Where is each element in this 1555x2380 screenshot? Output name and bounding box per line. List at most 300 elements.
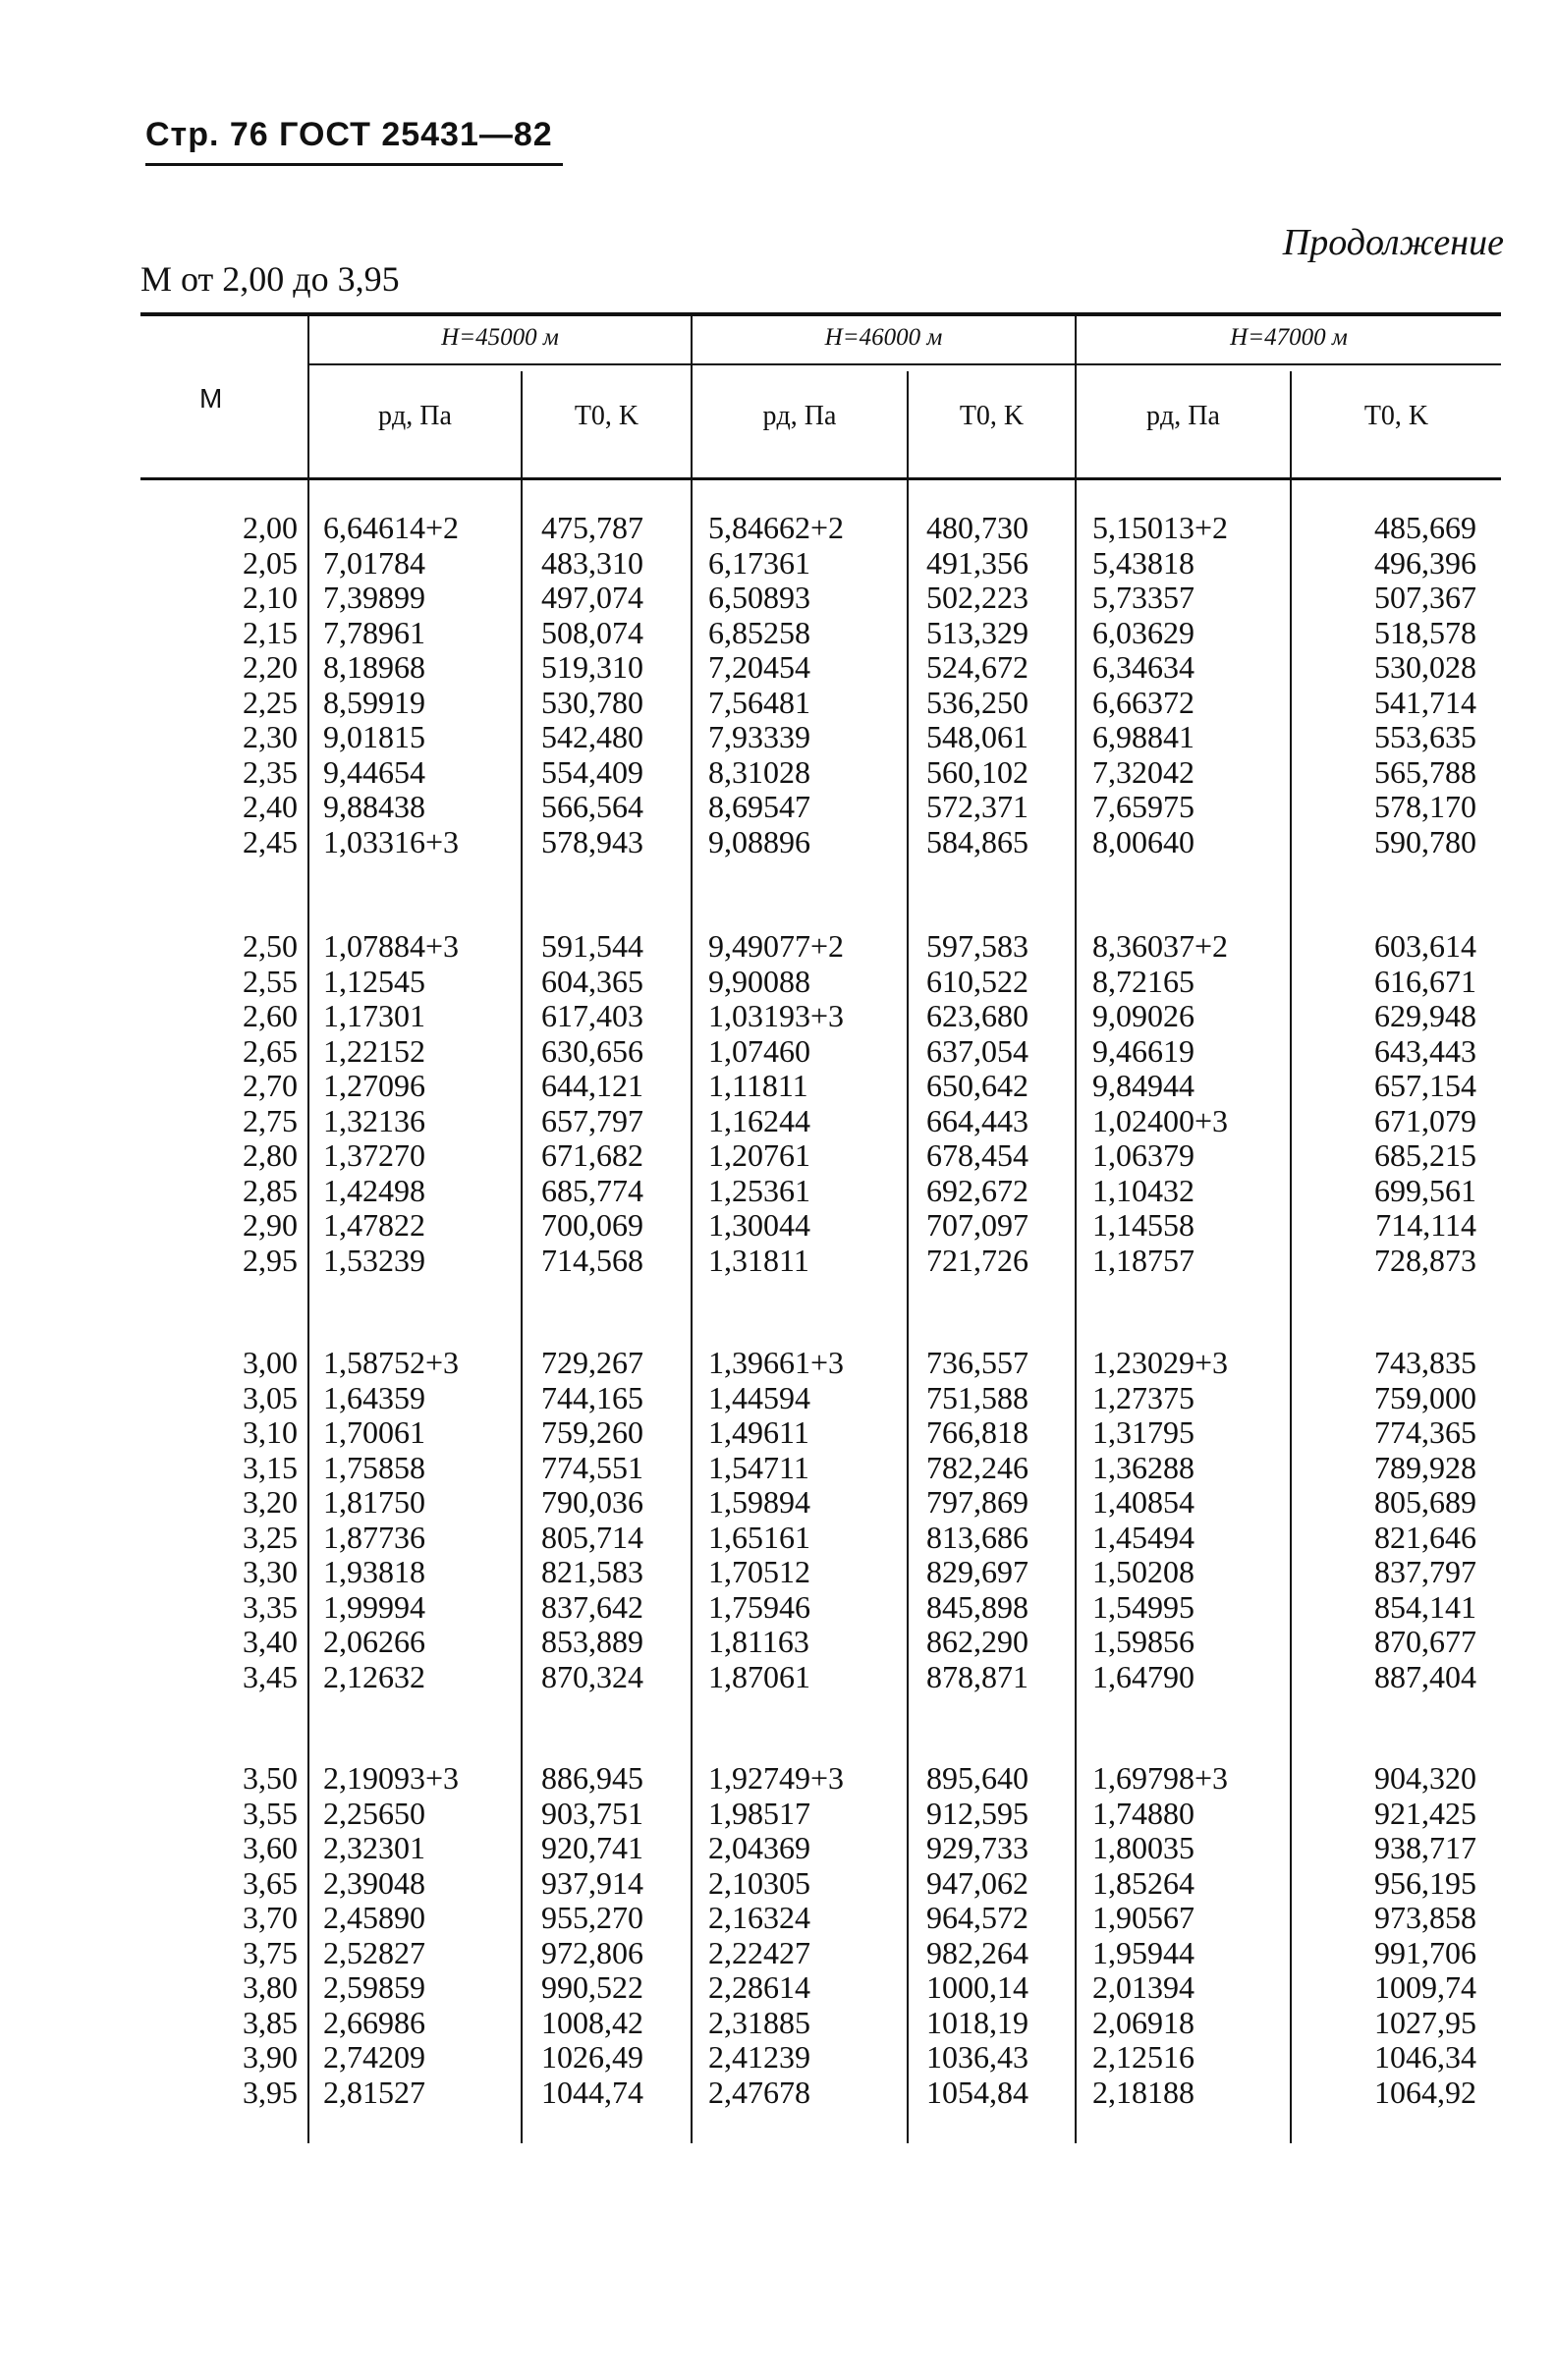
temperature-value: 920,741 — [541, 1830, 643, 1865]
pressure-value: 2,45890 — [323, 1900, 425, 1935]
pressure-value: 7,56481 — [708, 684, 810, 720]
temperature-value: 759,000 — [1374, 1379, 1476, 1415]
temperature-value: 714,114 — [1375, 1207, 1476, 1243]
temperature-value: 572,371 — [926, 789, 1028, 824]
temperature-value: 584,865 — [926, 823, 1028, 859]
table-row — [140, 1761, 1501, 1797]
pressure-value: 2,25650 — [323, 1795, 425, 1831]
pressure-value: 1,27096 — [323, 1068, 425, 1103]
temperature-value: 491,356 — [926, 544, 1028, 581]
pressure-value: 1,30044 — [708, 1207, 810, 1243]
pressure-value: 2,12632 — [323, 1658, 425, 1694]
pressure-value: 2,39048 — [323, 1864, 425, 1901]
mach-value: 2,90 — [243, 1207, 298, 1243]
temperature-value: 870,677 — [1374, 1624, 1476, 1659]
table-row — [140, 1970, 1501, 2006]
pressure-value: 2,18188 — [1092, 2074, 1194, 2110]
temperature-value: 610,522 — [926, 963, 1028, 999]
table-row — [140, 1104, 1501, 1139]
temperature-value: 541,714 — [1374, 684, 1476, 720]
table-row — [140, 755, 1501, 791]
temperature-value: 870,324 — [541, 1658, 643, 1694]
table-row — [140, 2040, 1501, 2076]
pressure-value: 1,92749+3 — [708, 1760, 845, 1796]
temperature-value: 955,270 — [541, 1900, 643, 1935]
pressure-value: 1,12545 — [323, 963, 425, 999]
pressure-value: 1,95944 — [1092, 1934, 1194, 1970]
temperature-value: 886,945 — [541, 1760, 643, 1796]
temperature-value: 774,365 — [1374, 1414, 1476, 1450]
pressure-value: 2,06266 — [323, 1624, 425, 1659]
temperature-value: 821,646 — [1374, 1519, 1476, 1555]
temperature-value: 707,097 — [926, 1207, 1028, 1243]
pressure-value: 2,81527 — [323, 2074, 425, 2110]
temperature-value: 744,165 — [541, 1379, 643, 1415]
mach-value: 3,60 — [243, 1830, 298, 1865]
temperature-value: 644,121 — [541, 1068, 643, 1103]
table-row — [140, 1174, 1501, 1209]
pressure-value: 5,15013+2 — [1092, 510, 1229, 545]
table-row — [140, 929, 1501, 965]
temperature-value: 671,682 — [541, 1137, 643, 1173]
mach-value: 3,70 — [243, 1900, 298, 1935]
temperature-value: 878,871 — [926, 1658, 1028, 1694]
table-row — [140, 1936, 1501, 1971]
temperature-value: 729,267 — [541, 1345, 643, 1380]
temperature-value: 604,365 — [541, 963, 643, 999]
table-row — [140, 1625, 1501, 1660]
mach-value: 2,95 — [243, 1242, 298, 1278]
pressure-value: 1,59894 — [708, 1484, 810, 1520]
mach-value: 3,90 — [243, 2039, 298, 2075]
pressure-value: 1,32136 — [323, 1102, 425, 1138]
mach-value: 2,65 — [243, 1032, 298, 1069]
temperature-value: 782,246 — [926, 1449, 1028, 1485]
mach-value: 2,50 — [243, 928, 298, 964]
mach-value: 2,45 — [243, 823, 298, 859]
header-pressure: pд, Па — [378, 401, 452, 431]
temperature-value: 1000,14 — [926, 1969, 1028, 2005]
pressure-value: 1,81750 — [323, 1484, 425, 1520]
pressure-value: 1,99994 — [323, 1588, 425, 1625]
table-row — [140, 2076, 1501, 2111]
header-temperature: T0, K — [1363, 401, 1429, 431]
pressure-value: 2,59859 — [323, 1969, 425, 2005]
pressure-value: 6,66372 — [1092, 684, 1194, 720]
temperature-value: 480,730 — [926, 510, 1028, 545]
temperature-value: 973,858 — [1374, 1900, 1476, 1935]
pressure-value: 6,34634 — [1092, 649, 1194, 685]
temperature-value: 956,195 — [1374, 1864, 1476, 1901]
pressure-value: 5,84662+2 — [708, 510, 845, 545]
pressure-value: 2,19093+3 — [323, 1760, 460, 1796]
temperature-value: 964,572 — [926, 1900, 1028, 1935]
temperature-value: 542,480 — [541, 719, 643, 754]
header-mach: M — [199, 383, 223, 414]
temperature-value: 519,310 — [541, 649, 643, 685]
pressure-value: 9,08896 — [708, 823, 810, 859]
pressure-value: 1,36288 — [1092, 1449, 1194, 1485]
pressure-value: 9,09026 — [1092, 998, 1194, 1033]
header-altitude-47000: H=47000 м — [1230, 324, 1348, 351]
temperature-value: 650,642 — [926, 1068, 1028, 1103]
mach-value: 2,05 — [243, 544, 298, 581]
pressure-value: 1,03193+3 — [708, 998, 845, 1033]
temperature-value: 813,686 — [926, 1519, 1028, 1555]
mach-value: 3,75 — [243, 1934, 298, 1970]
pressure-value: 2,10305 — [708, 1864, 810, 1901]
temperature-value: 685,215 — [1374, 1137, 1476, 1173]
table-row — [140, 999, 1501, 1034]
pressure-value: 8,36037+2 — [1092, 928, 1229, 964]
pressure-value: 1,27375 — [1092, 1379, 1194, 1415]
temperature-value: 829,697 — [926, 1554, 1028, 1589]
temperature-value: 1027,95 — [1374, 2004, 1476, 2040]
table-row — [140, 1866, 1501, 1902]
table-row — [140, 1555, 1501, 1590]
pressure-value: 1,02400+3 — [1092, 1102, 1229, 1138]
temperature-value: 862,290 — [926, 1624, 1028, 1659]
header-temperature: T0, K — [959, 401, 1025, 431]
range-label: M от 2,00 до 3,95 — [140, 259, 400, 299]
mach-value: 3,95 — [243, 2074, 298, 2110]
mach-value: 2,60 — [243, 998, 298, 1033]
temperature-value: 623,680 — [926, 998, 1028, 1033]
temperature-value: 1064,92 — [1374, 2074, 1476, 2110]
mach-value: 3,00 — [243, 1345, 298, 1380]
temperature-value: 685,774 — [541, 1172, 643, 1208]
pressure-value: 2,32301 — [323, 1830, 425, 1865]
table-row — [140, 790, 1501, 825]
table-row — [140, 2006, 1501, 2041]
pressure-value: 6,50893 — [708, 580, 810, 615]
pressure-value: 1,58752+3 — [323, 1345, 460, 1380]
temperature-value: 616,671 — [1374, 963, 1476, 999]
table-row — [140, 1797, 1501, 1832]
table-row — [140, 686, 1501, 721]
temperature-value: 774,551 — [541, 1449, 643, 1485]
mach-value: 3,45 — [243, 1658, 298, 1694]
temperature-value: 617,403 — [541, 998, 643, 1033]
pressure-value: 1,22152 — [323, 1032, 425, 1069]
pressure-value: 2,41239 — [708, 2039, 810, 2075]
pressure-value: 9,88438 — [323, 789, 425, 824]
temperature-value: 597,583 — [926, 928, 1028, 964]
table-row — [140, 1138, 1501, 1174]
mach-value: 3,05 — [243, 1379, 298, 1415]
temperature-value: 530,028 — [1374, 649, 1476, 685]
mach-value: 2,00 — [243, 510, 298, 545]
mach-value: 2,10 — [243, 580, 298, 615]
temperature-value: 548,061 — [926, 719, 1028, 754]
temperature-value: 553,635 — [1374, 719, 1476, 754]
mach-value: 3,55 — [243, 1795, 298, 1831]
temperature-value: 1046,34 — [1374, 2039, 1476, 2075]
temperature-value: 590,780 — [1374, 823, 1476, 859]
pressure-value: 6,17361 — [708, 544, 810, 581]
pressure-value: 1,03316+3 — [323, 823, 460, 859]
pressure-value: 1,87061 — [708, 1658, 810, 1694]
pressure-value: 1,64359 — [323, 1379, 425, 1415]
mach-value: 3,40 — [243, 1624, 298, 1659]
pressure-value: 1,80035 — [1092, 1830, 1194, 1865]
temperature-value: 560,102 — [926, 753, 1028, 790]
temperature-value: 991,706 — [1374, 1934, 1476, 1970]
temperature-value: 1018,19 — [926, 2004, 1028, 2040]
temperature-value: 664,443 — [926, 1102, 1028, 1138]
temperature-value: 929,733 — [926, 1830, 1028, 1865]
temperature-value: 699,561 — [1374, 1172, 1476, 1208]
pressure-value: 1,85264 — [1092, 1864, 1194, 1901]
temperature-value: 982,264 — [926, 1934, 1028, 1970]
pressure-value: 5,73357 — [1092, 580, 1194, 615]
mach-value: 2,35 — [243, 753, 298, 790]
table-header-bottom-rule — [140, 477, 1501, 480]
temperature-value: 728,873 — [1374, 1242, 1476, 1278]
temperature-value: 790,036 — [541, 1484, 643, 1520]
table-row — [140, 1381, 1501, 1416]
pressure-value: 1,98517 — [708, 1795, 810, 1831]
temperature-value: 1054,84 — [926, 2074, 1028, 2110]
page-header: Стр. 76 ГОСТ 25431—82 — [145, 116, 553, 153]
temperature-value: 854,141 — [1374, 1588, 1476, 1625]
table-row — [140, 1831, 1501, 1866]
table-row — [140, 825, 1501, 860]
pressure-value: 1,54711 — [708, 1449, 809, 1485]
pressure-value: 5,43818 — [1092, 544, 1194, 581]
pressure-value: 7,78961 — [323, 614, 425, 650]
temperature-value: 518,578 — [1374, 614, 1476, 650]
table-row — [140, 1521, 1501, 1556]
pressure-value: 1,90567 — [1092, 1900, 1194, 1935]
pressure-value: 2,31885 — [708, 2004, 810, 2040]
pressure-value: 7,20454 — [708, 649, 810, 685]
pressure-value: 1,45494 — [1092, 1519, 1194, 1555]
temperature-value: 1026,49 — [541, 2039, 643, 2075]
pressure-value: 8,72165 — [1092, 963, 1194, 999]
pressure-value: 7,39899 — [323, 580, 425, 615]
temperature-value: 714,568 — [541, 1242, 643, 1278]
temperature-value: 524,672 — [926, 649, 1028, 685]
pressure-value: 2,16324 — [708, 1900, 810, 1935]
table-row — [140, 1660, 1501, 1695]
temperature-value: 591,544 — [541, 928, 643, 964]
pressure-value: 1,75858 — [323, 1449, 425, 1485]
temperature-value: 502,223 — [926, 580, 1028, 615]
temperature-value: 692,672 — [926, 1172, 1028, 1208]
pressure-value: 1,81163 — [708, 1624, 809, 1659]
header-altitude-45000: H=45000 м — [441, 324, 559, 351]
pressure-value: 1,64790 — [1092, 1658, 1194, 1694]
temperature-value: 700,069 — [541, 1207, 643, 1243]
temperature-value: 853,889 — [541, 1624, 643, 1659]
pressure-value: 2,66986 — [323, 2004, 425, 2040]
temperature-value: 743,835 — [1374, 1345, 1476, 1380]
table-row — [140, 616, 1501, 651]
temperature-value: 821,583 — [541, 1554, 643, 1589]
pressure-value: 2,28614 — [708, 1969, 810, 2005]
pressure-value: 8,18968 — [323, 649, 425, 685]
temperature-value: 671,079 — [1374, 1102, 1476, 1138]
pressure-value: 1,87736 — [323, 1519, 425, 1555]
pressure-value: 1,75946 — [708, 1588, 810, 1625]
pressure-value: 1,31795 — [1092, 1414, 1194, 1450]
pressure-value: 6,85258 — [708, 614, 810, 650]
table-row — [140, 1901, 1501, 1936]
continuation-label: Продолжение — [1282, 222, 1504, 263]
temperature-value: 536,250 — [926, 684, 1028, 720]
temperature-value: 903,751 — [541, 1795, 643, 1831]
temperature-value: 751,588 — [926, 1379, 1028, 1415]
temperature-value: 507,367 — [1374, 580, 1476, 615]
pressure-value: 1,20761 — [708, 1137, 810, 1173]
pressure-value: 1,70061 — [323, 1414, 425, 1450]
header-pressure: pд, Па — [762, 401, 837, 431]
pressure-value: 1,06379 — [1092, 1137, 1194, 1173]
pressure-value: 1,50208 — [1092, 1554, 1194, 1589]
temperature-value: 789,928 — [1374, 1449, 1476, 1485]
temperature-value: 805,714 — [541, 1519, 643, 1555]
mach-value: 2,80 — [243, 1137, 298, 1173]
pressure-value: 1,17301 — [323, 998, 425, 1033]
pressure-value: 9,84944 — [1092, 1068, 1194, 1103]
table-row — [140, 546, 1501, 581]
header-temperature: T0, K — [574, 401, 639, 431]
temperature-value: 637,054 — [926, 1032, 1028, 1069]
temperature-value: 887,404 — [1374, 1658, 1476, 1694]
temperature-value: 565,788 — [1374, 753, 1476, 790]
pressure-value: 1,69798+3 — [1092, 1760, 1229, 1796]
mach-value: 3,85 — [243, 2004, 298, 2040]
pressure-value: 1,53239 — [323, 1242, 425, 1278]
pressure-value: 7,93339 — [708, 719, 810, 754]
pressure-value: 1,31811 — [708, 1242, 809, 1278]
mach-value: 3,30 — [243, 1554, 298, 1589]
pressure-value: 8,69547 — [708, 789, 810, 824]
temperature-value: 629,948 — [1374, 998, 1476, 1033]
pressure-value: 2,06918 — [1092, 2004, 1194, 2040]
temperature-value: 736,557 — [926, 1345, 1028, 1380]
pressure-value: 1,74880 — [1092, 1795, 1194, 1831]
temperature-value: 485,669 — [1374, 510, 1476, 545]
temperature-value: 513,329 — [926, 614, 1028, 650]
pressure-value: 1,25361 — [708, 1172, 810, 1208]
temperature-value: 759,260 — [541, 1414, 643, 1450]
table-row — [140, 1208, 1501, 1244]
pressure-value: 1,37270 — [323, 1137, 425, 1173]
temperature-value: 895,640 — [926, 1760, 1028, 1796]
temperature-value: 766,818 — [926, 1414, 1028, 1450]
temperature-value: 530,780 — [541, 684, 643, 720]
pressure-value: 2,22427 — [708, 1934, 810, 1970]
pressure-value: 1,07884+3 — [323, 928, 460, 964]
temperature-value: 483,310 — [541, 544, 643, 581]
mach-value: 2,30 — [243, 719, 298, 754]
pressure-value: 2,74209 — [323, 2039, 425, 2075]
temperature-value: 921,425 — [1374, 1795, 1476, 1831]
pressure-value: 1,40854 — [1092, 1484, 1194, 1520]
mach-value: 3,65 — [243, 1864, 298, 1901]
temperature-value: 554,409 — [541, 753, 643, 790]
mach-value: 3,20 — [243, 1484, 298, 1520]
pressure-value: 1,49611 — [708, 1414, 809, 1450]
table-row — [140, 650, 1501, 686]
header-pressure: pд, Па — [1146, 401, 1220, 431]
pressure-value: 1,11811 — [708, 1068, 808, 1103]
mach-value: 2,15 — [243, 614, 298, 650]
temperature-value: 578,170 — [1374, 789, 1476, 824]
mach-value: 3,35 — [243, 1588, 298, 1625]
pressure-value: 2,52827 — [323, 1934, 425, 1970]
mach-value: 2,40 — [243, 789, 298, 824]
temperature-value: 603,614 — [1374, 928, 1476, 964]
temperature-value: 578,943 — [541, 823, 643, 859]
temperature-value: 566,564 — [541, 789, 643, 824]
pressure-value: 1,10432 — [1092, 1172, 1194, 1208]
table-row — [140, 1069, 1501, 1104]
temperature-value: 912,595 — [926, 1795, 1028, 1831]
temperature-value: 990,522 — [541, 1969, 643, 2005]
pressure-value: 2,47678 — [708, 2074, 810, 2110]
pressure-value: 6,64614+2 — [323, 510, 460, 545]
pressure-value: 8,59919 — [323, 684, 425, 720]
pressure-value: 8,31028 — [708, 753, 810, 790]
mach-value: 2,75 — [243, 1102, 298, 1138]
temperature-value: 657,154 — [1374, 1068, 1476, 1103]
pressure-value: 2,01394 — [1092, 1969, 1194, 2005]
temperature-value: 1044,74 — [541, 2074, 643, 2110]
pressure-value: 8,00640 — [1092, 823, 1194, 859]
temperature-value: 721,726 — [926, 1242, 1028, 1278]
pressure-value: 7,01784 — [323, 544, 425, 581]
temperature-value: 1008,42 — [541, 2004, 643, 2040]
group-header-rule — [307, 363, 1501, 365]
pressure-value: 2,12516 — [1092, 2039, 1194, 2075]
temperature-value: 904,320 — [1374, 1760, 1476, 1796]
pressure-value: 9,49077+2 — [708, 928, 845, 964]
temperature-value: 837,642 — [541, 1588, 643, 1625]
temperature-value: 475,787 — [541, 510, 643, 545]
pressure-value: 1,23029+3 — [1092, 1345, 1229, 1380]
pressure-value: 7,65975 — [1092, 789, 1194, 824]
mach-value: 2,85 — [243, 1172, 298, 1208]
table-row — [140, 511, 1501, 546]
table-row — [140, 1034, 1501, 1070]
pressure-value: 1,54995 — [1092, 1588, 1194, 1625]
pressure-value: 1,14558 — [1092, 1207, 1194, 1243]
pressure-value: 1,16244 — [708, 1102, 810, 1138]
temperature-value: 805,689 — [1374, 1484, 1476, 1520]
mach-value: 3,80 — [243, 1969, 298, 2005]
temperature-value: 972,806 — [541, 1934, 643, 1970]
pressure-value: 1,44594 — [708, 1379, 810, 1415]
pressure-value: 7,32042 — [1092, 753, 1194, 790]
temperature-value: 947,062 — [926, 1864, 1028, 1901]
pressure-value: 1,70512 — [708, 1554, 810, 1589]
mach-value: 2,20 — [243, 649, 298, 685]
mach-value: 2,25 — [243, 684, 298, 720]
temperature-value: 508,074 — [541, 614, 643, 650]
table-row — [140, 1244, 1501, 1279]
header-underline — [145, 163, 563, 166]
mach-value: 3,10 — [243, 1414, 298, 1450]
table-row — [140, 965, 1501, 1000]
pressure-value: 6,98841 — [1092, 719, 1194, 754]
mach-value: 2,70 — [243, 1068, 298, 1103]
pressure-value: 1,47822 — [323, 1207, 425, 1243]
pressure-value: 1,59856 — [1092, 1624, 1194, 1659]
table-row — [140, 1590, 1501, 1626]
